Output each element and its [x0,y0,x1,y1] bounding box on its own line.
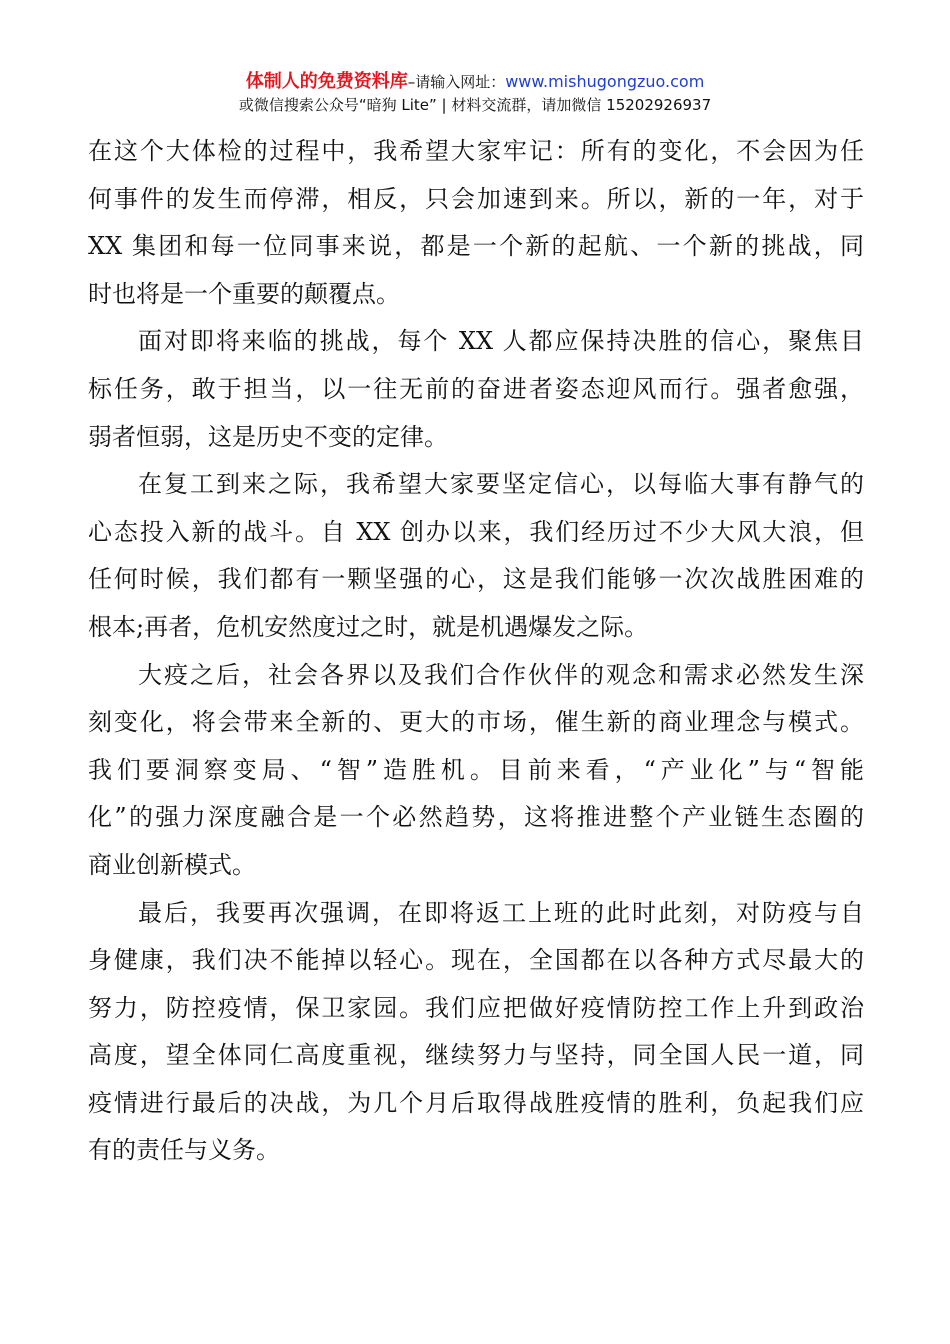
website-link[interactable]: www.mishugongzuo.com [505,72,705,91]
text-line: 有的责任与义务。 [88,1136,280,1165]
paragraph [88,890,864,1176]
paragraph [88,652,864,890]
text-line: 标任务，敢于担当，以一往无前的奋进者姿态迎风而行。强者愈强， [88,374,864,403]
text-line: XX 集团和每一位同事来说，都是一个新的起航、一个新的挑战，同 [88,232,864,261]
text-line: 高度，望全体同仁高度重视，继续努力与坚持，同全国人民一道，同 [88,1041,864,1070]
text-line: 时也将是一个重要的颠覆点。 [88,279,400,308]
text-line: 面对即将来临的挑战，每个 XX 人都应保持决胜的信心，聚焦目 [138,327,864,356]
text-line: 努力，防控疫情，保卫家园。我们应把做好疫情防控工作上升到政治 [88,993,864,1022]
header-line-2: 或微信搜索公众号“暗狗 Lite” | 材料交流群，请加微信 15202926937 [238,96,712,114]
text-line: 化”的强力深度融合是一个必然趋势，这将推进整个产业链生态圈的 [88,803,864,832]
text-line: 我们要洞察变局、“智”造胜机。目前来看，“产业化”与“智能 [88,755,864,784]
text-line: 刻变化，将会带来全新的、更大的市场，催生新的商业理念与模式。 [88,708,864,737]
document-header [0,70,950,116]
text-line: 疫情进行最后的决战，为几个月后取得战胜疫情的胜利，负起我们应 [88,1088,864,1117]
text-line: 何事件的发生而停滞，相反，只会加速到来。所以，新的一年，对于 [88,184,864,213]
text-line: 大疫之后，社会各界以及我们合作伙伴的观念和需求必然发生深 [138,660,864,689]
text-line: 商业创新模式。 [88,850,256,879]
text-line: 任何时候，我们都有一颗坚强的心，这是我们能够一次次战胜困难的 [88,565,864,594]
paragraph [88,128,864,318]
text-line: 在复工到来之际，我希望大家要坚定信心，以每临大事有静气的 [138,470,864,499]
text-line: 弱者恒弱，这是历史不变的定律。 [88,422,448,451]
url-prompt: –请输入网址： [407,73,506,91]
text-line: 根本;再者，危机安然度过之时，就是机遇爆发之际。 [88,612,649,641]
paragraph [88,318,864,461]
paragraph [88,461,864,651]
document-body [88,128,864,1175]
text-line: 在这个大体检的过程中，我希望大家牢记：所有的变化，不会因为任 [88,137,864,165]
text-line: 心态投入新的战斗。自 XX 创办以来，我们经历过不少大风大浪，但 [88,517,864,546]
brand-title: 体制人的免费资料库 [245,71,408,92]
text-line: 最后，我要再次强调，在即将返工上班的此时此刻，对防疫与自 [138,898,864,927]
text-line: 身健康，我们决不能掉以轻心。现在，全国都在以各种方式尽最大的 [88,946,864,975]
header-line-1 [0,70,950,94]
